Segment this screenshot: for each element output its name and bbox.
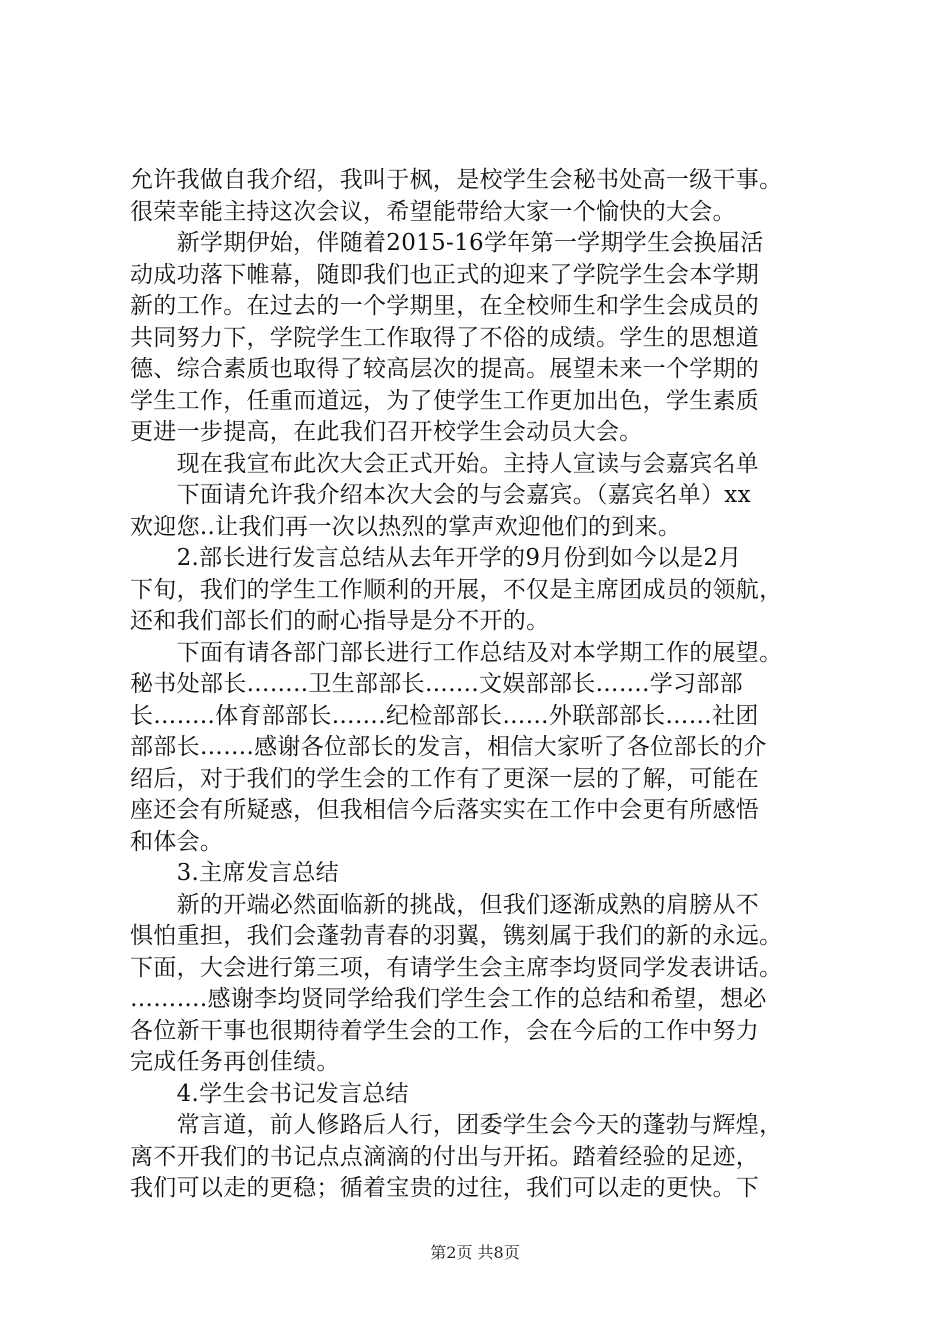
text-line: 下旬，我们的学生工作顺利的开展，不仅是主席团成员的领航， (130, 576, 783, 603)
text-line: 动成功落下帷幕，随即我们也正式的迎来了学院学生会本学期 (130, 261, 760, 288)
text-line: 现在我宣布此次大会正式开始。主持人宣读与会嘉宾名单 (130, 450, 760, 477)
text-line: 2.部长进行发言总结从去年开学的9月份到如今以是2月 (130, 545, 742, 571)
text-line: 下面请允许我介绍本次大会的与会嘉宾。（嘉宾名单）xx (130, 482, 751, 508)
text-line: 欢迎您..让我们再一次以热烈的掌声欢迎他们的到来。 (130, 513, 682, 540)
text-line: 离不开我们的书记点点滴滴的付出与开拓。踏着经验的足迹， (130, 1143, 760, 1170)
text-line: ……….感谢李均贤同学给我们学生会工作的总结和希望，想必 (130, 986, 767, 1012)
text-line: 新学期伊始，伴随着2015-16学年第一学期学生会换届活 (130, 230, 764, 256)
text-line: 还和我们部长们的耐心指导是分不开的。 (130, 608, 550, 634)
document-body (130, 165, 830, 1205)
text-line: 绍后，对于我们的学生会的工作有了更深一层的了解，可能在 (130, 765, 760, 792)
text-line: 常言道，前人修路后人行，团委学生会今天的蓬勃与辉煌， (130, 1112, 783, 1138)
text-line: 各位新干事也很期待着学生会的工作，会在今后的工作中努力 (130, 1017, 760, 1044)
text-line: 部部长…….感谢各位部长的发言，相信大家听了各位部长的介 (130, 734, 767, 760)
text-line: 新的工作。在过去的一个学期里，在全校师生和学生会成员的 (130, 293, 760, 319)
text-line: 惧怕重担，我们会蓬勃青春的羽翼，镌刻属于我们的新的永远。 (130, 923, 783, 949)
text-line: 很荣幸能主持这次会议，希望能带给大家一个愉快的大会。 (130, 198, 736, 225)
text-line: 3.主席发言总结 (130, 860, 339, 886)
text-line: 长……..体育部部长…….纪检部部长……外联部部长……社团 (130, 702, 759, 729)
text-line: 德、综合素质也取得了较高层次的提高。展望未来一个学期的 (130, 356, 760, 382)
text-line: 学生工作，任重而道远，为了使学生工作更加出色，学生素质 (130, 387, 760, 414)
text-line: 更进一步提高，在此我们召开校学生会动员大会。 (130, 419, 643, 445)
page-footer: 第2页 共8页 (430, 1243, 520, 1262)
text-line: 下面，大会进行第三项，有请学生会主席李均贤同学发表讲话。 (130, 954, 783, 981)
text-line: 允许我做自我介绍，我叫于枫，是校学生会秘书处高一级干事。 (130, 167, 783, 193)
text-line: 我们可以走的更稳；循着宝贵的过往，我们可以走的更快。下 (130, 1175, 760, 1201)
text-line: 座还会有所疑惑，但我相信今后落实实在工作中会更有所感悟 (130, 797, 760, 823)
text-line: 共同努力下，学院学生工作取得了不俗的成绩。学生的思想道 (130, 324, 760, 351)
text-line: 完成任务再创佳绩。 (130, 1049, 340, 1075)
text-line: 新的开端必然面临新的挑战，但我们逐渐成熟的肩膀从不 (130, 891, 760, 918)
text-line: 4.学生会书记发言总结 (130, 1080, 409, 1107)
text-line: 和体会。 (130, 828, 224, 855)
text-line: 秘书处部长……..卫生部部长…….文娱部部长…….学习部部 (130, 671, 743, 697)
text-line: 下面有请各部门部长进行工作总结及对本学期工作的展望。 (130, 639, 783, 666)
